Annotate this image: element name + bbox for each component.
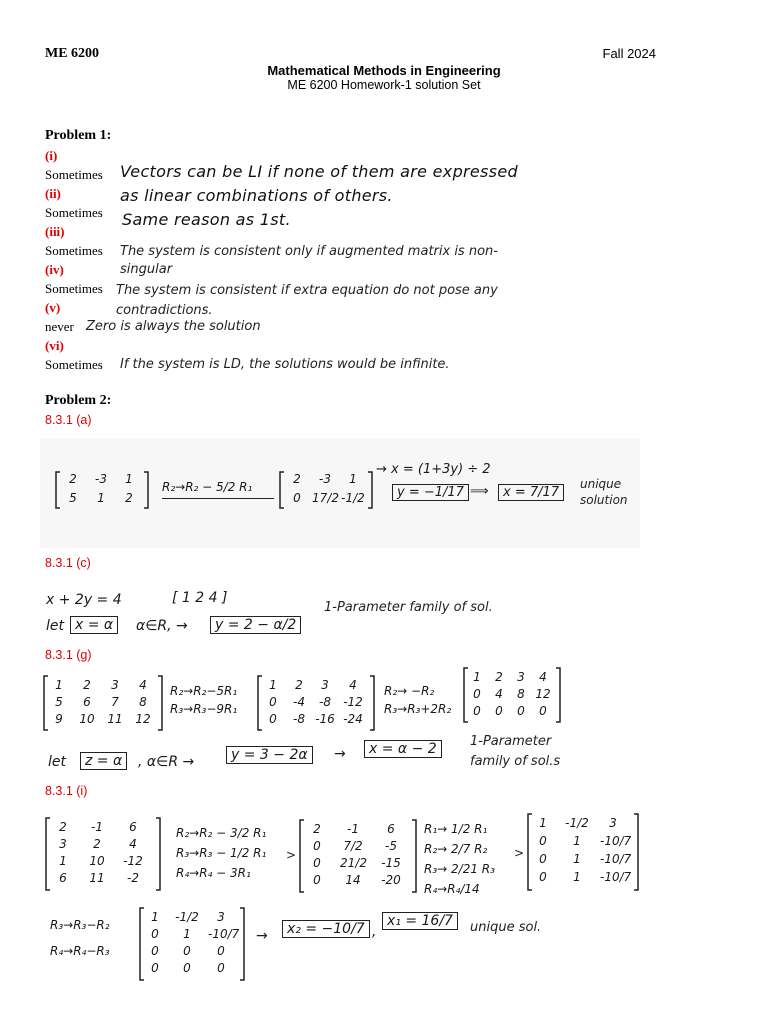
solution-type: 1-Parameter [470,734,552,749]
param-domain: α∈R, → [136,618,188,634]
section-label: 8.3.1 (a) [45,413,92,427]
matrix-cell: -24 [343,712,363,726]
matrix-cell: 4 [139,678,147,692]
row-operation: R₄→R₄/14 [424,882,480,896]
matrix-cell: -8 [293,712,305,726]
row-operation: R₂→ 2/7 R₂ [424,842,488,856]
matrix-cell: 2 [83,678,91,692]
matrix-cell: 9 [55,712,63,726]
matrix-cell: 0 [269,695,277,709]
solution-type: unique solution [580,477,628,507]
part-label: (iv) [45,262,64,277]
matrix-cell: -10/7 [600,834,632,848]
matrix-cell: 0 [151,944,159,958]
solution-box-x2: x₂ = −10/7 [282,920,370,938]
matrix [526,812,640,892]
matrix-cell: 1 [573,852,581,866]
equation: x + 2y = 4 [46,592,122,608]
part-label: (iii) [45,224,65,239]
matrix-cell: 1 [269,678,277,692]
handwritten-note: The system is consistent if extra equation do not pose any contradictions. [116,283,498,318]
row-operation: R₃→R₃ − 1/2 R₁ [176,846,267,860]
section-label: 8.3.1 (g) [45,648,92,662]
course-code: ME 6200 [45,46,100,61]
matrix-cell: -10/7 [208,927,240,941]
matrix-cell: 0 [473,704,481,718]
matrix-cell: -20 [381,873,401,887]
matrix-cell: 1 [349,472,357,486]
matrix-cell: 3 [217,910,225,924]
row-operation: R₄→R₄−R₃ [50,944,110,958]
matrix-cell: -1 [347,822,359,836]
matrix-cell: 2 [125,491,133,505]
matrix-cell: 12 [135,712,151,726]
let-label: let [48,754,66,770]
matrix-cell: 0 [313,856,321,870]
matrix-cell: 2 [293,472,301,486]
matrix-cell: 0 [313,873,321,887]
matrix-cell: 0 [495,704,503,718]
handwritten-note: Same reason as 1st. [122,210,291,229]
matrix-cell: 1 [573,870,581,884]
matrix-cell: 2 [495,670,503,684]
matrix-cell: -1/2 [341,491,365,505]
solution-expression: → x = (1+3y) ÷ 2 [376,462,491,477]
matrix-cell: 3 [111,678,119,692]
handwritten-note: Zero is always the solution [86,319,261,334]
matrix-cell: 8 [139,695,147,709]
matrix-cell: -15 [381,856,401,870]
matrix-cell: 3 [59,837,67,851]
matrix-cell: -3 [95,472,107,486]
implies-arrow: ⟹ [470,484,489,499]
matrix [54,470,150,510]
matrix-cell: 0 [293,491,301,505]
part-label: (ii) [45,186,61,201]
matrix-cell: 4 [349,678,357,692]
matrix-cell: -5 [385,839,397,853]
matrix-cell: 0 [473,687,481,701]
matrix-cell: 5 [69,491,77,505]
arrow: > [514,846,525,860]
matrix-cell: 2 [69,472,77,486]
solution-box-y: y = 3 − 2α [226,746,313,764]
matrix-cell: 5 [55,695,63,709]
matrix-cell: 0 [539,834,547,848]
matrix-cell: 17/2 [312,491,339,505]
solution-box-x: x = 7/17 [498,484,564,501]
matrix-cell: -8 [319,695,331,709]
matrix [256,674,376,732]
matrix [42,674,164,732]
matrix-cell: 14 [345,873,361,887]
part-answer: Sometimes [45,243,103,258]
section-label: 8.3.1 (c) [45,556,91,570]
row-operation: R₂→ −R₂ [384,684,435,698]
matrix-cell: 1 [539,816,547,830]
matrix-cell: -10/7 [600,852,632,866]
matrix-cell: 4 [129,837,137,851]
handwritten-note: Vectors can be LI if none of them are expressed as linear combinations of others. [120,162,518,205]
row-operation: R₃→R₃−9R₁ [170,702,238,716]
part-answer: Sometimes [45,357,103,372]
matrix-cell: 1 [473,670,481,684]
section-label: 8.3.1 (i) [45,784,88,798]
matrix-cell: 1 [573,834,581,848]
arrow: > [286,848,297,862]
matrix-cell: 1 [183,927,191,941]
matrix-cell: 6 [83,695,91,709]
solution-type: 1-Parameter family of sol. [324,600,493,615]
matrix-cell: 0 [183,944,191,958]
matrix-cell: 0 [151,927,159,941]
matrix-cell: 6 [129,820,137,834]
param-box-x: x = α [70,616,118,634]
handwritten-note: If the system is LD, the solutions would be infinite. [120,357,450,372]
matrix-cell: 2 [93,837,101,851]
matrix-cell: 7 [111,695,119,709]
row-operation: R₃→R₃−R₂ [50,918,110,932]
matrix-cell: 0 [151,961,159,975]
row-operation: R₄→R₄ − 3R₁ [176,866,251,880]
matrix-cell: 0 [539,852,547,866]
matrix-cell: 1 [125,472,133,486]
matrix-cell: 2 [313,822,321,836]
matrix-cell: 2 [59,820,67,834]
part-label: (v) [45,300,61,315]
matrix-cell: 1 [97,491,105,505]
matrix-cell: 10 [89,854,105,868]
row-operation: R₃→R₃+2R₂ [384,702,452,716]
matrix-cell: 0 [269,712,277,726]
arrow: → [256,928,268,944]
document-title: Mathematical Methods in Engineering [267,63,501,78]
augmented-row: [ 1 2 4 ] [172,590,228,606]
part-answer: Sometimes [45,205,103,220]
matrix-cell: 7/2 [343,839,363,853]
matrix-cell: -1/2 [175,910,199,924]
matrix-cell: 0 [539,704,547,718]
matrix-cell: 1 [59,854,67,868]
part-answer: Sometimes [45,167,103,182]
part-answer: Sometimes [45,281,103,296]
solution-box-x1: x₁ = 16/7 [382,912,458,930]
matrix-cell: 8 [517,687,525,701]
matrix-cell: 3 [321,678,329,692]
arrow [162,498,274,499]
matrix-cell: 3 [609,816,617,830]
matrix-cell: 0 [517,704,525,718]
part-label: (vi) [45,338,64,353]
matrix-cell: 11 [89,871,105,885]
part-label: (i) [45,148,58,163]
matrix-cell: 2 [295,678,303,692]
matrix-cell: 3 [517,670,525,684]
row-operation: R₂→R₂−5R₁ [170,684,238,698]
matrix-cell: 12 [535,687,551,701]
matrix-cell: 1 [55,678,63,692]
solution-box-y: y = 2 − α/2 [210,616,301,634]
matrix [298,818,418,894]
matrix-cell: 21/2 [340,856,367,870]
matrix-cell: 6 [387,822,395,836]
matrix [44,816,162,892]
part-answer: never [45,319,74,334]
solution-box-y: y = −1/17 [392,484,469,501]
document-subtitle: ME 6200 Homework-1 solution Set [287,78,481,92]
matrix-cell: 11 [107,712,123,726]
solution-type: unique sol. [470,920,542,935]
matrix-cell: 4 [539,670,547,684]
matrix-cell: 0 [313,839,321,853]
matrix-cell: 10 [79,712,95,726]
row-operation: R₁→ 1/2 R₁ [424,822,488,836]
matrix [278,470,374,510]
scanned-work-a [40,438,640,548]
matrix-cell: 6 [59,871,67,885]
row-operation: R₂→R₂ − 5/2 R₁ [162,480,253,494]
solution-type: family of sol.s [470,754,561,769]
row-operation: R₂→R₂ − 3/2 R₁ [176,826,267,840]
matrix-cell: 0 [183,961,191,975]
param-box-z: z = α [80,752,127,770]
matrix-cell: -16 [315,712,335,726]
matrix-cell: -12 [343,695,363,709]
matrix-cell: -10/7 [600,870,632,884]
matrix-cell: -4 [293,695,305,709]
problem-2-heading: Problem 2: [45,393,112,408]
problem-1-heading: Problem 1: [45,128,112,143]
matrix [138,906,246,982]
param-domain: , α∈R → [138,754,195,770]
separator: , [372,924,377,940]
term: Fall 2024 [602,46,656,61]
let-label: let [46,618,64,634]
matrix-cell: 0 [539,870,547,884]
matrix-cell: 0 [217,944,225,958]
matrix-cell: 1 [151,910,159,924]
matrix-cell: -2 [127,871,139,885]
solution-box-x: x = α − 2 [364,740,442,758]
matrix-cell: -12 [123,854,143,868]
matrix-cell: 0 [217,961,225,975]
matrix-cell: -3 [319,472,331,486]
row-operation: R₃→ 2/21 R₃ [424,862,495,876]
handwritten-note: The system is consistent only if augmented matrix is non-singular [120,244,498,277]
arrow: → [334,746,346,762]
matrix-cell: -1 [91,820,103,834]
matrix-cell: 4 [495,687,503,701]
matrix-cell: -1/2 [565,816,589,830]
matrix [462,666,562,724]
